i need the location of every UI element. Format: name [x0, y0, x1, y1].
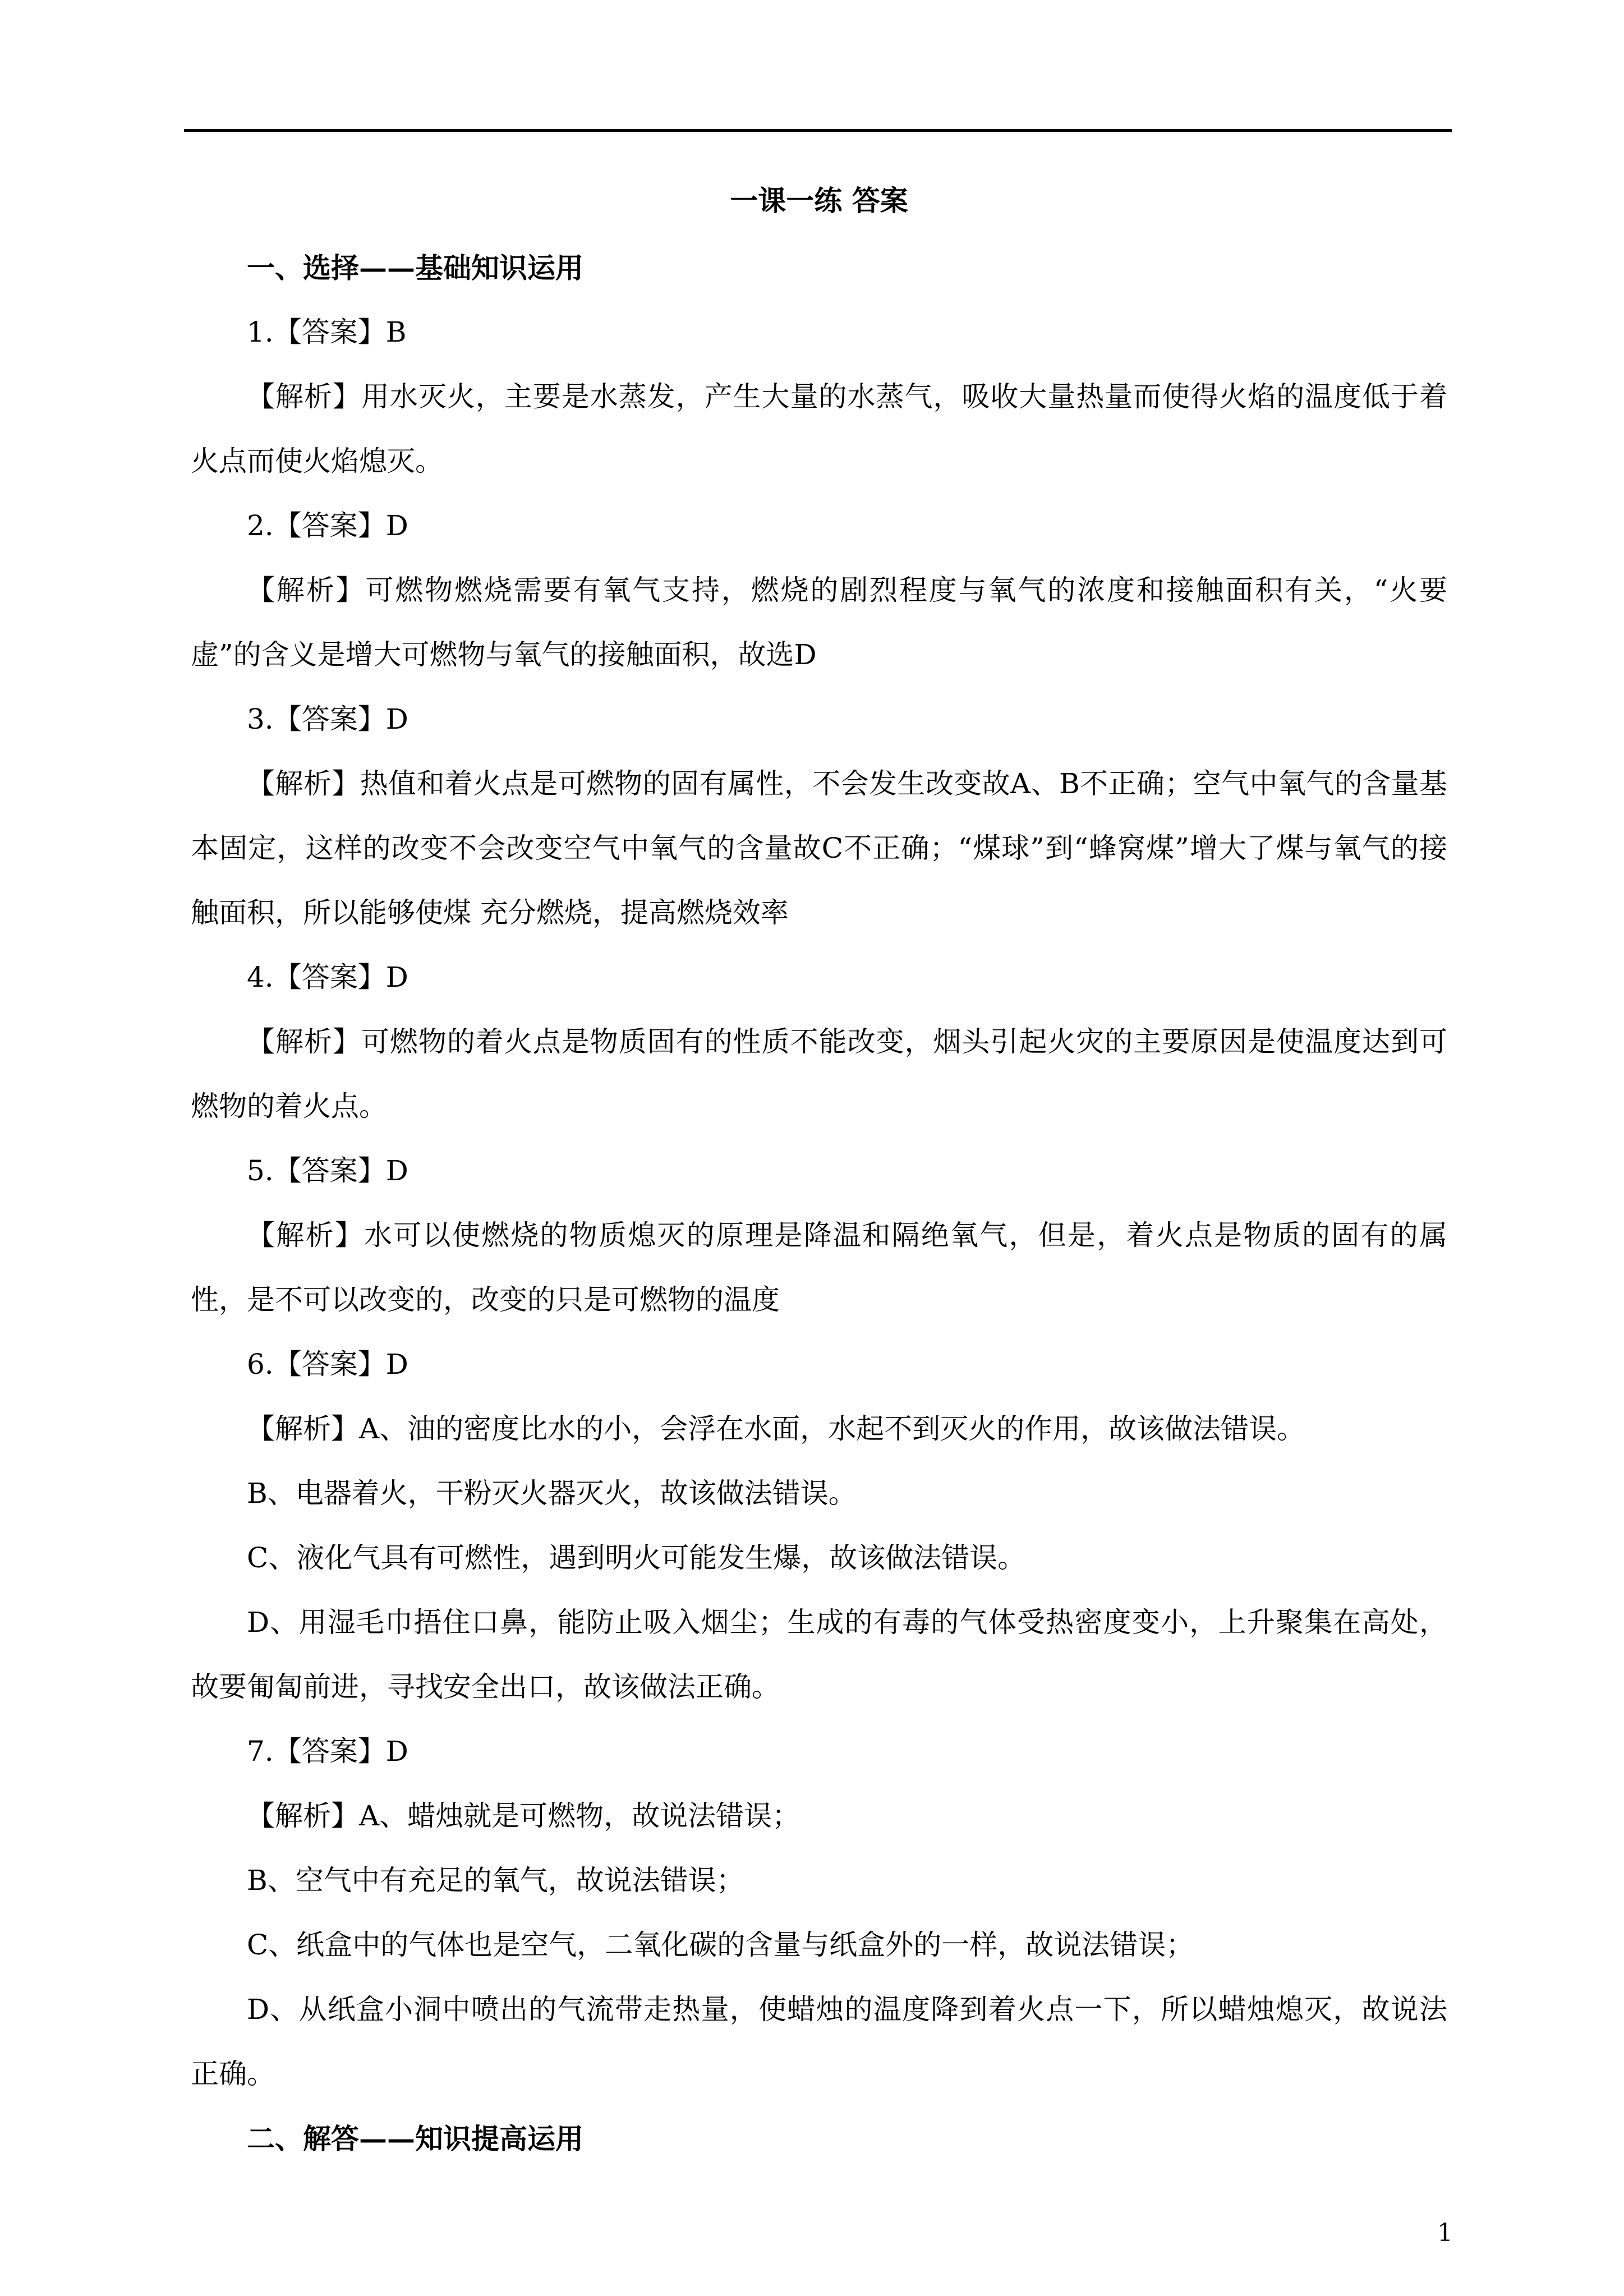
header-rule	[184, 129, 1452, 132]
answer-2: 2.【答案】D	[247, 509, 408, 542]
page-title: 一课一练 答案	[730, 184, 908, 217]
section-heading-choice: 一、选择——基础知识运用	[247, 251, 583, 284]
page-number: 1	[1437, 2219, 1453, 2247]
explanation-2: 【解析】可燃物燃烧需要有氧气支持，燃烧的剧烈程度与氧气的浓度和接触面积有关，“火要虚”的含义是增大可燃物与氧气的接触面积，故选D	[191, 574, 1447, 671]
explanation-6-b: B、电器着火，干粉灭火器灭火，故该做法错误。	[247, 1477, 857, 1510]
explanation-7-b: B、空气中有充足的氧气，故说法错误；	[247, 1864, 744, 1897]
answer-6: 6.【答案】D	[247, 1348, 408, 1381]
explanation-4: 【解析】可燃物的着火点是物质固有的性质不能改变，烟头引起火灾的主要原因是使温度达到可燃物的着火点。	[191, 1025, 1447, 1122]
explanation-7-a: 【解析】A、蜡烛就是可燃物，故说法错误；	[247, 1800, 801, 1832]
answer-7: 7.【答案】D	[247, 1735, 408, 1768]
explanation-3: 【解析】热值和着火点是可燃物的固有属性，不会发生改变故A、B不正确；空气中氧气的含量基本固定，这样的改变不会改变空气中氧气的含量故C不正确；“煤球”到“蜂窝煤”增大了煤与氧气的接触面积，所以能够使煤 充分燃烧，提高燃烧效率	[191, 767, 1447, 929]
section-heading-answer: 二、解答——知识提高运用	[247, 2122, 583, 2155]
explanation-7-c: C、纸盒中的气体也是空气，二氧化碳的含量与纸盒外的一样，故说法错误；	[247, 1929, 1194, 1961]
explanation-7-d: D、从纸盒小洞中喷出的气流带走热量，使蜡烛的温度降到着火点一下，所以蜡烛熄灭，故说法正确。	[191, 1993, 1447, 2090]
explanation-6-c: C、液化气具有可燃性，遇到明火可能发生爆，故该做法错误。	[247, 1542, 1026, 1574]
explanation-5: 【解析】水可以使燃烧的物质熄灭的原理是降温和隔绝氧气，但是，着火点是物质的固有的属性，是不可以改变的，改变的只是可燃物的温度	[191, 1219, 1447, 1316]
answer-3: 3.【答案】D	[247, 703, 408, 735]
explanation-1: 【解析】用水灭火，主要是水蒸发，产生大量的水蒸气，吸收大量热量而使得火焰的温度低于着火点而使火焰熄灭。	[191, 380, 1447, 477]
explanation-6-a: 【解析】A、油的密度比水的小，会浮在水面，水起不到灭火的作用，故该做法错误。	[247, 1412, 1305, 1445]
answer-1: 1.【答案】B	[247, 316, 407, 348]
explanation-6-d: D、用湿毛巾捂住口鼻，能防止吸入烟尘；生成的有毒的气体受热密度变小，上升聚集在高处，故要匍匐前进，寻找安全出口，故该做法正确。	[191, 1606, 1447, 1703]
answer-5: 5.【答案】D	[247, 1154, 408, 1187]
answer-4: 4.【答案】D	[247, 961, 408, 993]
document-body	[191, 168, 1447, 2171]
